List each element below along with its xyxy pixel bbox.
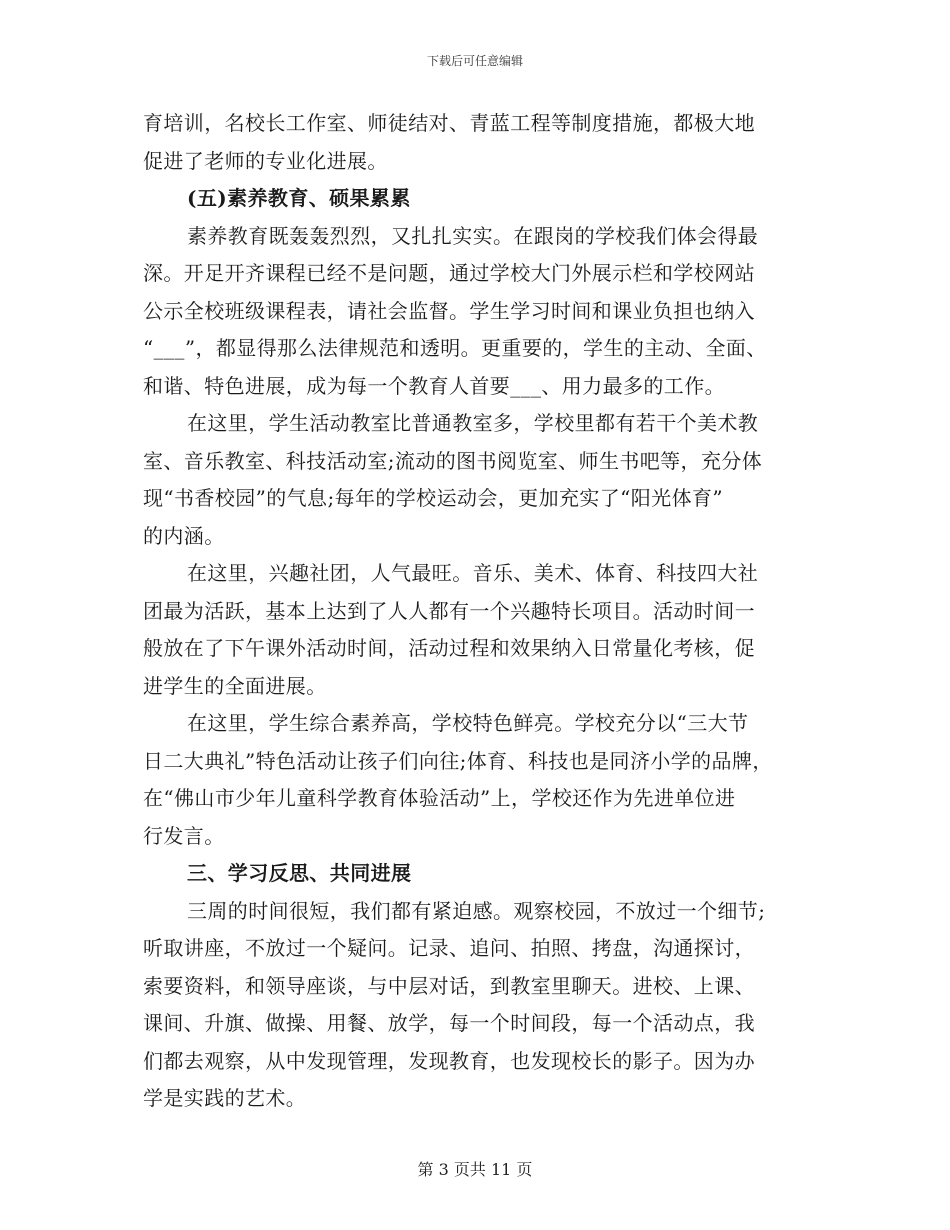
text-line: 促进了老师的专业化进展。 [143,148,388,173]
text-line: 般放在了下午课外活动时间，活动过程和效果纳入日常量化考核，促 [143,636,755,660]
document-body [143,105,803,1118]
text-line: 们都去观察，从中发现管理，发现教育，也发现校长的影子。因为办 [143,1048,755,1073]
text-line: 在“佛山市少年儿童科学教育体验活动”上，学校还作为先进单位进 [143,786,736,810]
text-line: 索要资料，和领导座谈，与中层对话，到教室里聊天。进校、上课、 [143,973,755,998]
section-heading: (五)素养教育、硕果累累 [187,186,411,210]
text-line: 室、音乐教室、科技活动室;流动的图书阅览室、师生书吧等，充分体 [143,448,763,473]
text-line: 现“书香校园”的气息;每年的学校运动会，更加充实了“阳光体育” [143,486,724,510]
page-footer: 第 3 页共 11 页 [417,1160,533,1179]
text-line: 在这里，学生综合素养高，学校特色鲜亮。学校充分以“三大节 [187,711,749,735]
text-line: 在这里，兴趣社团，人气最旺。音乐、美术、体育、科技四大社 [187,561,759,585]
text-line: 听取讲座，不放过一个疑问。记录、追问、拍照、拷盘，沟通探讨， [143,936,755,960]
text-line: 和谐、特色进展，成为每一个教育人首要___、用力最多的工作。 [143,373,725,398]
text-line: 的内涵。 [143,523,225,548]
text-line: 深。开足开齐课程已经不是问题，通过学校大门外展示栏和学校网站 [143,261,755,285]
text-line: 课间、升旗、做操、用餐、放学，每一个时间段，每一个活动点，我 [143,1011,755,1035]
text-line: 学是实践的艺术。 [143,1086,307,1110]
text-line: 行发言。 [143,823,225,848]
text-line: 进学生的全面进展。 [143,673,327,698]
text-line: 公示全校班级课程表，请社会监督。学生学习时间和课业负担也纳入 [143,298,755,323]
text-line: 团最为活跃，基本上达到了人人都有一个兴趣特长项目。活动时间一 [143,598,755,623]
section-heading: 三、学习反思、共同进展 [187,861,412,885]
page-header: 下载后可任意编辑 [426,54,523,68]
text-line: “___”，都显得那么法律规范和透明。更重要的，学生的主动、全面、 [143,336,767,360]
text-line: 在这里，学生活动教室比普通教室多，学校里都有若干个美术教 [187,411,759,435]
text-line: 日二大典礼”特色活动让孩子们向往;体育、科技也是同济小学的品牌， [143,748,773,773]
text-line: 三周的时间很短，我们都有紧迫感。观察校园，不放过一个细节; [187,898,766,923]
text-line: 素养教育既轰轰烈烈，又扎扎实实。在跟岗的学校我们体会得最 [187,223,759,248]
text-line: 育培训，名校长工作室、师徒结对、青蓝工程等制度措施，都极大地 [143,111,755,135]
